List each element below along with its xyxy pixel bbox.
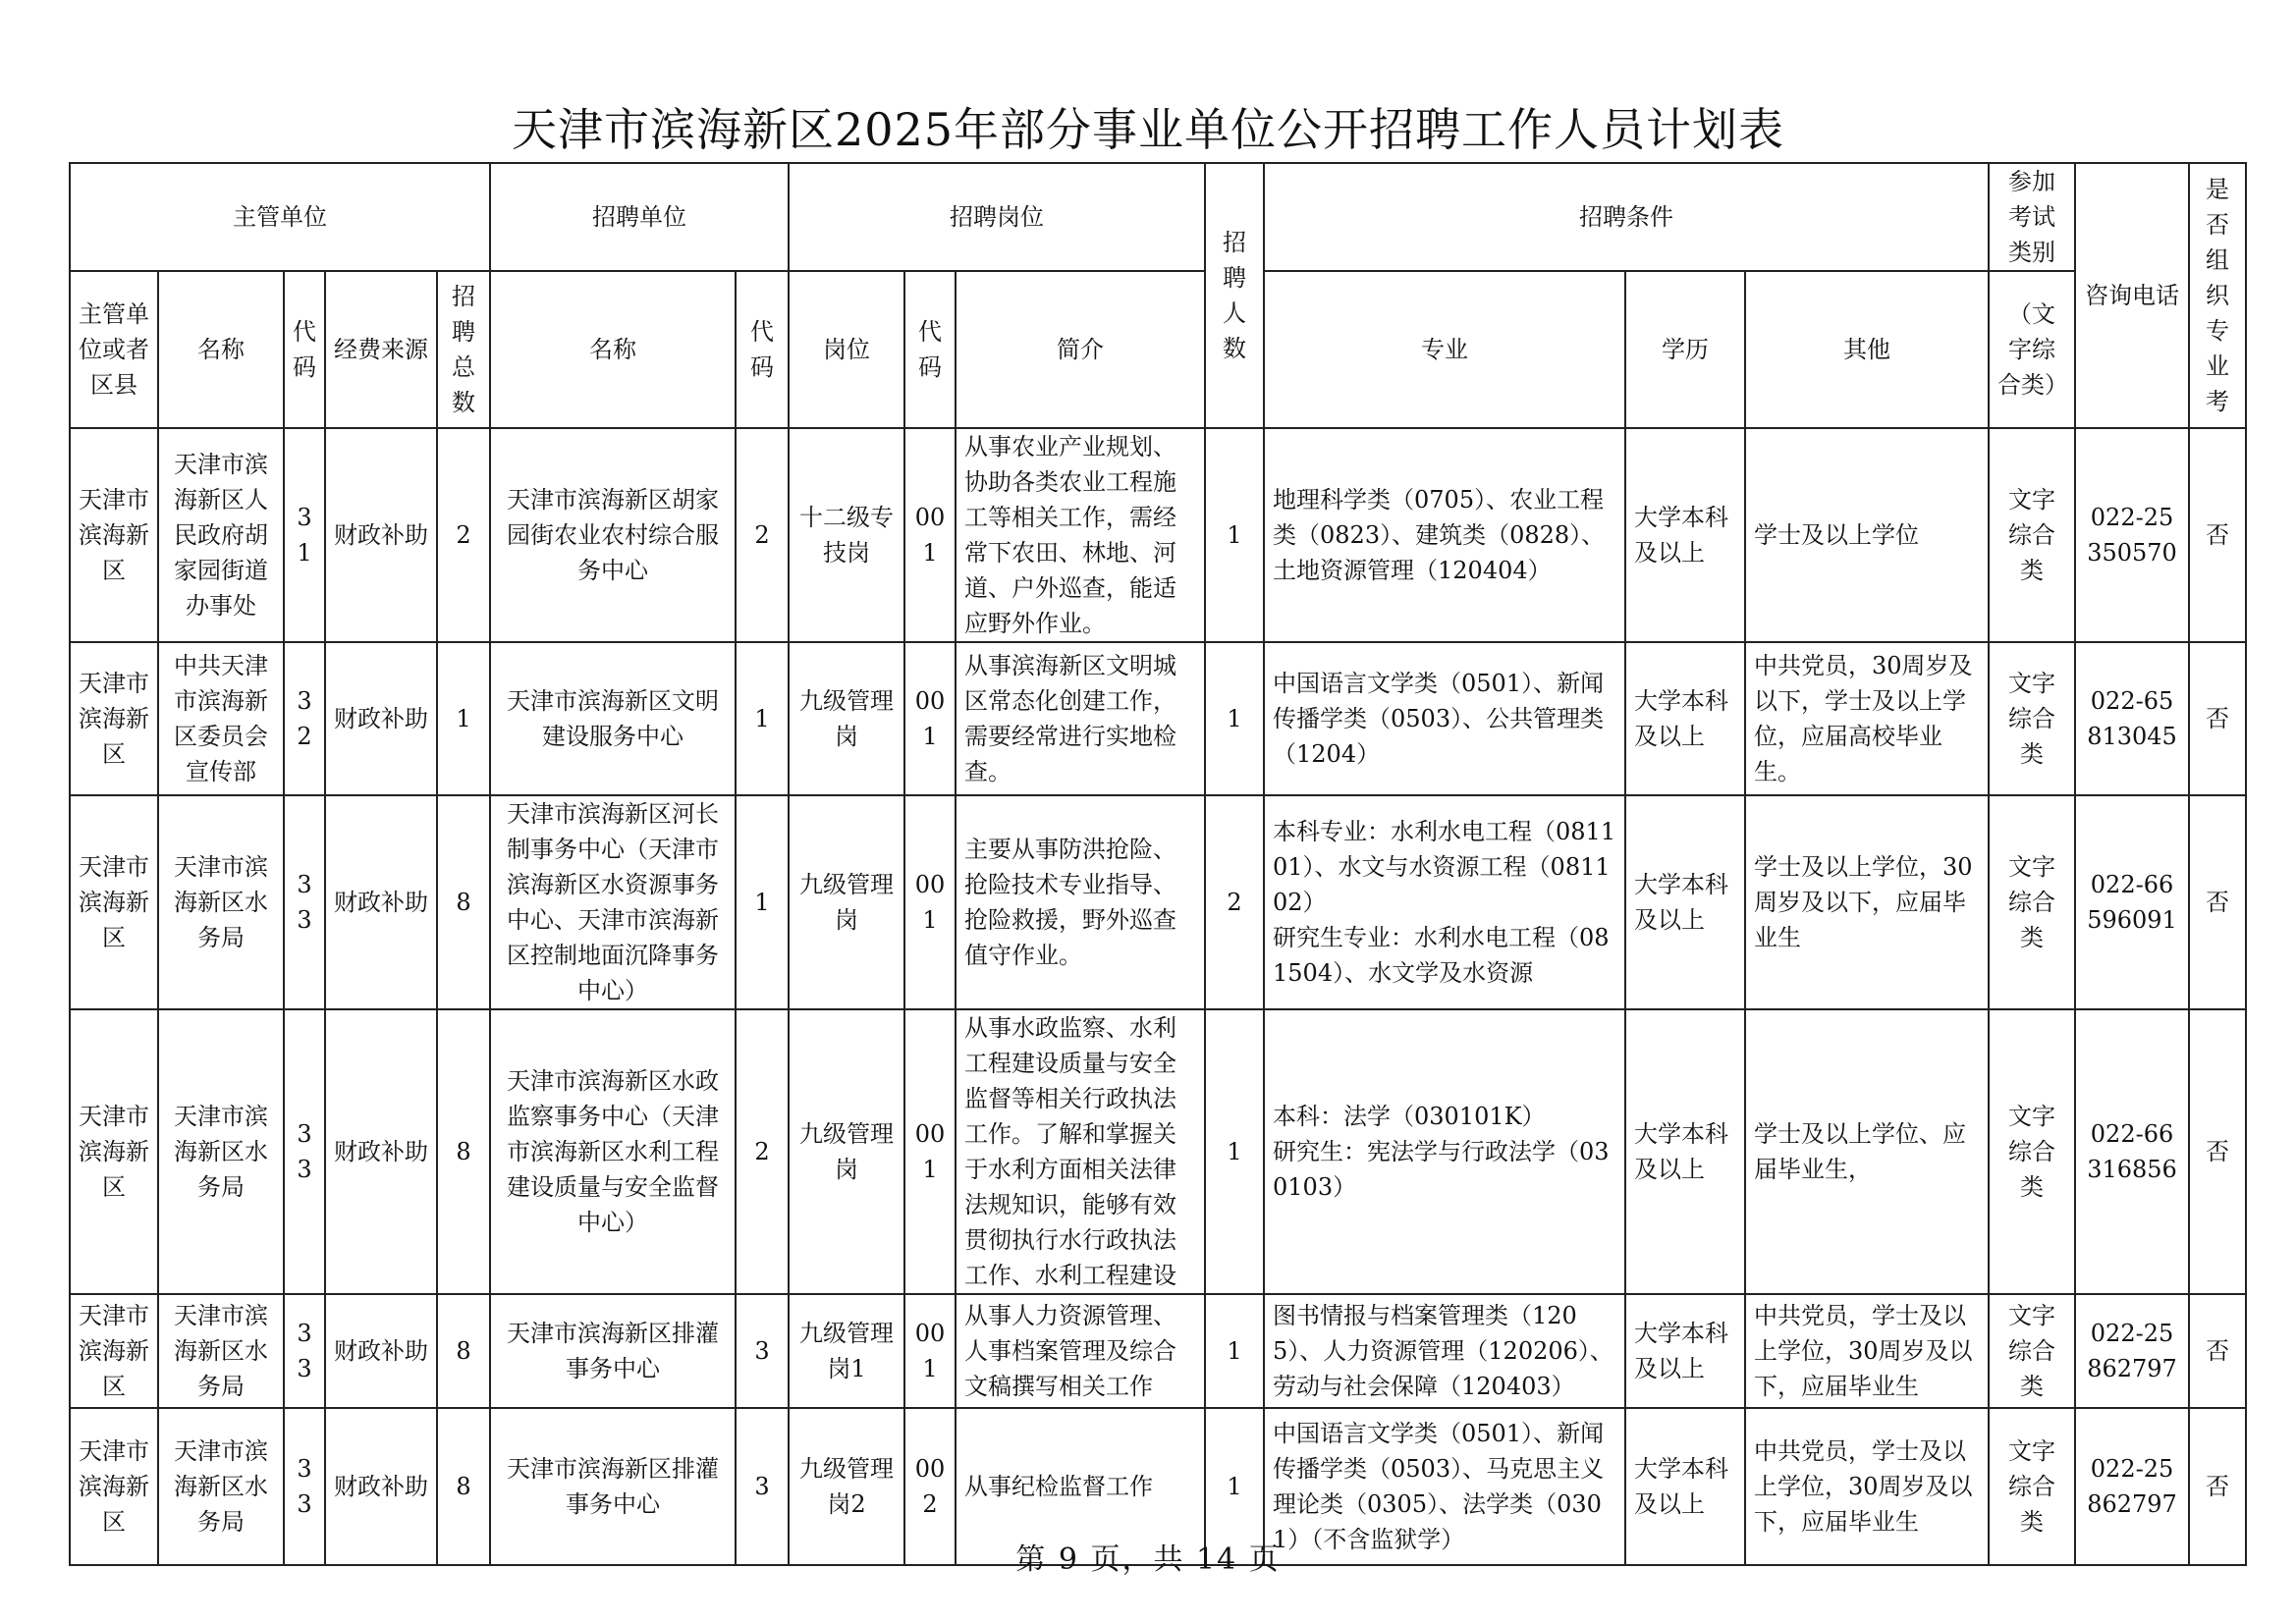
header-position: 岗位	[789, 271, 904, 428]
skill-cell: 否	[2189, 1294, 2246, 1408]
fund-cell: 财政补助	[325, 428, 437, 642]
table-row	[70, 1294, 2246, 1408]
position-code-cell: 002	[904, 1408, 956, 1565]
education-cell: 大学本科及以上	[1625, 795, 1745, 1009]
phone-cell: 022-25862797	[2075, 1294, 2189, 1408]
header-authority-group: 主管单位	[70, 163, 490, 271]
header-total-hires: 招聘总数	[437, 271, 490, 428]
major-cell: 图书情报与档案管理类（1205）、人力资源管理（120206）、劳动与社会保障（120403）	[1264, 1294, 1625, 1408]
authority-cell: 天津市滨海新区水务局	[158, 795, 284, 1009]
summary-cell: 从事纪检监督工作	[956, 1408, 1205, 1565]
table-row	[70, 428, 2246, 642]
phone-cell: 022-66316856	[2075, 1009, 2189, 1294]
other-cell: 学士及以上学位，30周岁及以下，应届毕业生	[1745, 795, 1989, 1009]
header-position-code: 代码	[904, 271, 956, 428]
employer-code-cell: 2	[736, 1009, 789, 1294]
authority-cell: 天津市滨海新区水务局	[158, 1009, 284, 1294]
position-code-cell: 001	[904, 642, 956, 795]
header-employer-group: 招聘单位	[490, 163, 789, 271]
exam-cell: 文字综合类	[1989, 1294, 2075, 1408]
major-cell: 本科专业：水利水电工程（081101）、水文与水资源工程（081102） 研究生专业：水利水电工程（081504）、水文学及水资源	[1264, 795, 1625, 1009]
hires-cell: 1	[1205, 428, 1264, 642]
other-cell: 中共党员，学士及以上学位，30周岁及以下，应届毕业生	[1745, 1294, 1989, 1408]
education-cell: 大学本科及以上	[1625, 1009, 1745, 1294]
total-cell: 8	[437, 1408, 490, 1565]
skill-cell: 否	[2189, 428, 2246, 642]
header-employer-code: 代码	[736, 271, 789, 428]
table-row	[70, 642, 2246, 795]
authority-code-cell: 33	[284, 1294, 325, 1408]
skill-cell: 否	[2189, 1408, 2246, 1565]
header-fund-source: 经费来源	[325, 271, 437, 428]
region-cell: 天津市滨海新区	[70, 1408, 158, 1565]
authority-code-cell: 33	[284, 795, 325, 1009]
summary-cell: 从事水政监察、水利工程建设质量与安全监督等相关行政执法工作。了解和掌握关于水利方面相关法律法规知识，能够有效贯彻执行水行政执法工作、水利工程建设	[956, 1009, 1205, 1294]
region-cell: 天津市滨海新区	[70, 642, 158, 795]
phone-cell: 022-25350570	[2075, 428, 2189, 642]
header-major: 专业	[1264, 271, 1625, 428]
page-title: 天津市滨海新区2025年部分事业单位公开招聘工作人员计划表	[511, 103, 1785, 156]
position-cell: 十二级专技岗	[789, 428, 904, 642]
header-authority-code: 代码	[284, 271, 325, 428]
education-cell: 大学本科及以上	[1625, 1408, 1745, 1565]
total-cell: 2	[437, 428, 490, 642]
summary-cell: 从事人力资源管理、人事档案管理及综合文稿撰写相关工作	[956, 1294, 1205, 1408]
region-cell: 天津市滨海新区	[70, 1009, 158, 1294]
hires-cell: 1	[1205, 642, 1264, 795]
header-authority-name: 名称	[158, 271, 284, 428]
skill-cell: 否	[2189, 1009, 2246, 1294]
major-cell: 中国语言文学类（0501）、新闻传播学类（0503）、公共管理类（1204）	[1264, 642, 1625, 795]
table-row	[70, 1009, 2246, 1294]
employer-cell: 天津市滨海新区水政监察事务中心（天津市滨海新区水利工程建设质量与安全监督中心）	[490, 1009, 736, 1294]
position-cell: 九级管理岗	[789, 642, 904, 795]
phone-cell: 022-66596091	[2075, 795, 2189, 1009]
authority-code-cell: 33	[284, 1009, 325, 1294]
header-authority-region: 主管单位或者区县	[70, 271, 158, 428]
recruitment-plan-table	[69, 162, 2247, 1566]
total-cell: 8	[437, 1294, 490, 1408]
header-position-group: 招聘岗位	[789, 163, 1205, 271]
position-code-cell: 001	[904, 1294, 956, 1408]
header-row-columns	[70, 271, 2246, 428]
hires-cell: 1	[1205, 1294, 1264, 1408]
fund-cell: 财政补助	[325, 1294, 437, 1408]
authority-cell: 中共天津市滨海新区委员会宣传部	[158, 642, 284, 795]
exam-cell: 文字综合类	[1989, 1408, 2075, 1565]
position-cell: 九级管理岗	[789, 795, 904, 1009]
authority-cell: 天津市滨海新区水务局	[158, 1408, 284, 1565]
header-education: 学历	[1625, 271, 1745, 428]
education-cell: 大学本科及以上	[1625, 1294, 1745, 1408]
employer-code-cell: 3	[736, 1408, 789, 1565]
exam-cell: 文字综合类	[1989, 1009, 2075, 1294]
position-code-cell: 001	[904, 795, 956, 1009]
exam-cell: 文字综合类	[1989, 428, 2075, 642]
fund-cell: 财政补助	[325, 642, 437, 795]
position-code-cell: 001	[904, 428, 956, 642]
employer-code-cell: 3	[736, 1294, 789, 1408]
other-cell: 学士及以上学位	[1745, 428, 1989, 642]
position-cell: 九级管理岗2	[789, 1408, 904, 1565]
skill-cell: 否	[2189, 642, 2246, 795]
total-cell: 8	[437, 1009, 490, 1294]
authority-cell: 天津市滨海新区人民政府胡家园街道办事处	[158, 428, 284, 642]
hires-cell: 1	[1205, 1408, 1264, 1565]
total-cell: 1	[437, 642, 490, 795]
employer-cell: 天津市滨海新区文明建设服务中心	[490, 642, 736, 795]
other-cell: 学士及以上学位、应届毕业生，	[1745, 1009, 1989, 1294]
header-exam-sub: （文字综合类）	[1989, 271, 2075, 428]
total-cell: 8	[437, 795, 490, 1009]
employer-code-cell: 2	[736, 428, 789, 642]
authority-code-cell: 33	[284, 1408, 325, 1565]
region-cell: 天津市滨海新区	[70, 1294, 158, 1408]
authority-code-cell: 32	[284, 642, 325, 795]
header-conditions-group: 招聘条件	[1264, 163, 1989, 271]
education-cell: 大学本科及以上	[1625, 428, 1745, 642]
header-summary: 简介	[956, 271, 1205, 428]
other-cell: 中共党员，30周岁及以下，学士及以上学位，应届高校毕业生。	[1745, 642, 1989, 795]
employer-cell: 天津市滨海新区河长制事务中心（天津市滨海新区水资源事务中心、天津市滨海新区控制地面沉降事务中心）	[490, 795, 736, 1009]
position-code-cell: 001	[904, 1009, 956, 1294]
other-cell: 中共党员，学士及以上学位，30周岁及以下，应届毕业生	[1745, 1408, 1989, 1565]
summary-cell: 从事农业产业规划、协助各类农业工程施工等相关工作，需经常下农田、林地、河道、户外巡查，能适应野外作业。	[956, 428, 1205, 642]
major-cell: 本科：法学（030101K） 研究生：宪法学与行政法学（030103）	[1264, 1009, 1625, 1294]
major-cell: 中国语言文学类（0501）、新闻传播学类（0503）、马克思主义理论类（0305）、法学类（0301）（不含监狱学）	[1264, 1408, 1625, 1565]
education-cell: 大学本科及以上	[1625, 642, 1745, 795]
phone-cell: 022-65813045	[2075, 642, 2189, 795]
page-footer: 第 9 页，共 14 页	[1015, 1542, 1281, 1577]
employer-code-cell: 1	[736, 642, 789, 795]
header-exam-type: 参加考试类别	[1989, 163, 2075, 271]
table-body	[70, 428, 2246, 1565]
exam-cell: 文字综合类	[1989, 642, 2075, 795]
employer-cell: 天津市滨海新区排灌事务中心	[490, 1408, 736, 1565]
summary-cell: 主要从事防洪抢险、抢险技术专业指导、抢险救援，野外巡查值守作业。	[956, 795, 1205, 1009]
fund-cell: 财政补助	[325, 795, 437, 1009]
exam-cell: 文字综合类	[1989, 795, 2075, 1009]
employer-code-cell: 1	[736, 795, 789, 1009]
position-cell: 九级管理岗1	[789, 1294, 904, 1408]
fund-cell: 财政补助	[325, 1408, 437, 1565]
header-hire-count: 招聘人数	[1205, 163, 1264, 428]
position-cell: 九级管理岗	[789, 1009, 904, 1294]
authority-cell: 天津市滨海新区水务局	[158, 1294, 284, 1408]
region-cell: 天津市滨海新区	[70, 428, 158, 642]
hires-cell: 2	[1205, 795, 1264, 1009]
major-cell: 地理科学类（0705）、农业工程类（0823）、建筑类（0828）、土地资源管理（120404）	[1264, 428, 1625, 642]
header-other: 其他	[1745, 271, 1989, 428]
skill-cell: 否	[2189, 795, 2246, 1009]
region-cell: 天津市滨海新区	[70, 795, 158, 1009]
summary-cell: 从事滨海新区文明城区常态化创建工作，需要经常进行实地检查。	[956, 642, 1205, 795]
table-row	[70, 795, 2246, 1009]
phone-cell: 022-25862797	[2075, 1408, 2189, 1565]
header-skill-test: 是否组织专业考	[2189, 163, 2246, 428]
hires-cell: 1	[1205, 1009, 1264, 1294]
fund-cell: 财政补助	[325, 1009, 437, 1294]
authority-code-cell: 31	[284, 428, 325, 642]
employer-cell: 天津市滨海新区胡家园街农业农村综合服务中心	[490, 428, 736, 642]
employer-cell: 天津市滨海新区排灌事务中心	[490, 1294, 736, 1408]
header-employer-name: 名称	[490, 271, 736, 428]
header-phone: 咨询电话	[2075, 163, 2189, 428]
header-row-group	[70, 163, 2246, 271]
